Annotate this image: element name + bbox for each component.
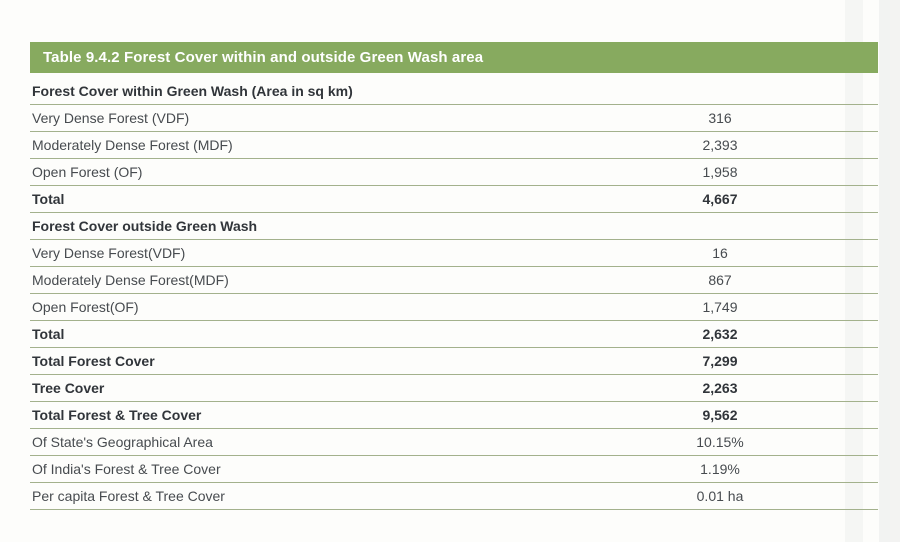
table-row [30, 483, 878, 510]
row-label: Of India's Forest & Tree Cover [32, 461, 221, 477]
row-label: Of State's Geographical Area [32, 434, 213, 450]
row-label: Forest Cover outside Green Wash [32, 218, 258, 234]
table-row [30, 429, 878, 456]
row-label: Per capita Forest & Tree Cover [32, 488, 225, 504]
table-title-bar [30, 42, 878, 73]
row-label: Total [32, 191, 65, 207]
table-row [30, 78, 878, 105]
row-value: 2,393 [702, 137, 738, 153]
table-row [30, 294, 878, 321]
table-row [30, 240, 878, 267]
row-value: 2,632 [702, 326, 738, 342]
row-label: Tree Cover [32, 380, 105, 396]
row-label: Very Dense Forest(VDF) [32, 245, 186, 261]
row-value: 316 [708, 110, 732, 126]
row-label: Total Forest Cover [32, 353, 155, 369]
row-value: 1,958 [702, 164, 738, 180]
row-label: Very Dense Forest (VDF) [32, 110, 190, 126]
row-label: Moderately Dense Forest (MDF) [32, 137, 233, 153]
row-value: 1.19% [700, 461, 740, 477]
table-row [30, 213, 878, 240]
row-value: 10.15% [696, 434, 744, 450]
page-edge-band [879, 0, 900, 542]
table-row [30, 375, 878, 402]
row-label: Total Forest & Tree Cover [32, 407, 202, 423]
row-value: 4,667 [702, 191, 738, 207]
table-row [30, 132, 878, 159]
table-row [30, 456, 878, 483]
row-value: 1,749 [702, 299, 738, 315]
table-row [30, 402, 878, 429]
row-label: Total [32, 326, 65, 342]
table-title: Table 9.4.2 Forest Cover within and outside Green Wash area [43, 49, 484, 66]
row-label: Moderately Dense Forest(MDF) [32, 272, 229, 288]
row-label: Open Forest(OF) [32, 299, 139, 315]
row-label: Forest Cover within Green Wash (Area in sq km) [32, 83, 353, 99]
table-row [30, 267, 878, 294]
row-value: 16 [712, 245, 728, 261]
row-label: Open Forest (OF) [32, 164, 143, 180]
table-row [30, 348, 878, 375]
table-row [30, 186, 878, 213]
row-value: 9,562 [702, 407, 738, 423]
table-row [30, 159, 878, 186]
row-value: 2,263 [702, 380, 738, 396]
document-page [30, 42, 878, 510]
table-row [30, 321, 878, 348]
row-value: 0.01 ha [696, 488, 744, 504]
forest-cover-table [30, 78, 878, 510]
row-value: 7,299 [702, 353, 738, 369]
table-row [30, 105, 878, 132]
row-value: 867 [708, 272, 732, 288]
